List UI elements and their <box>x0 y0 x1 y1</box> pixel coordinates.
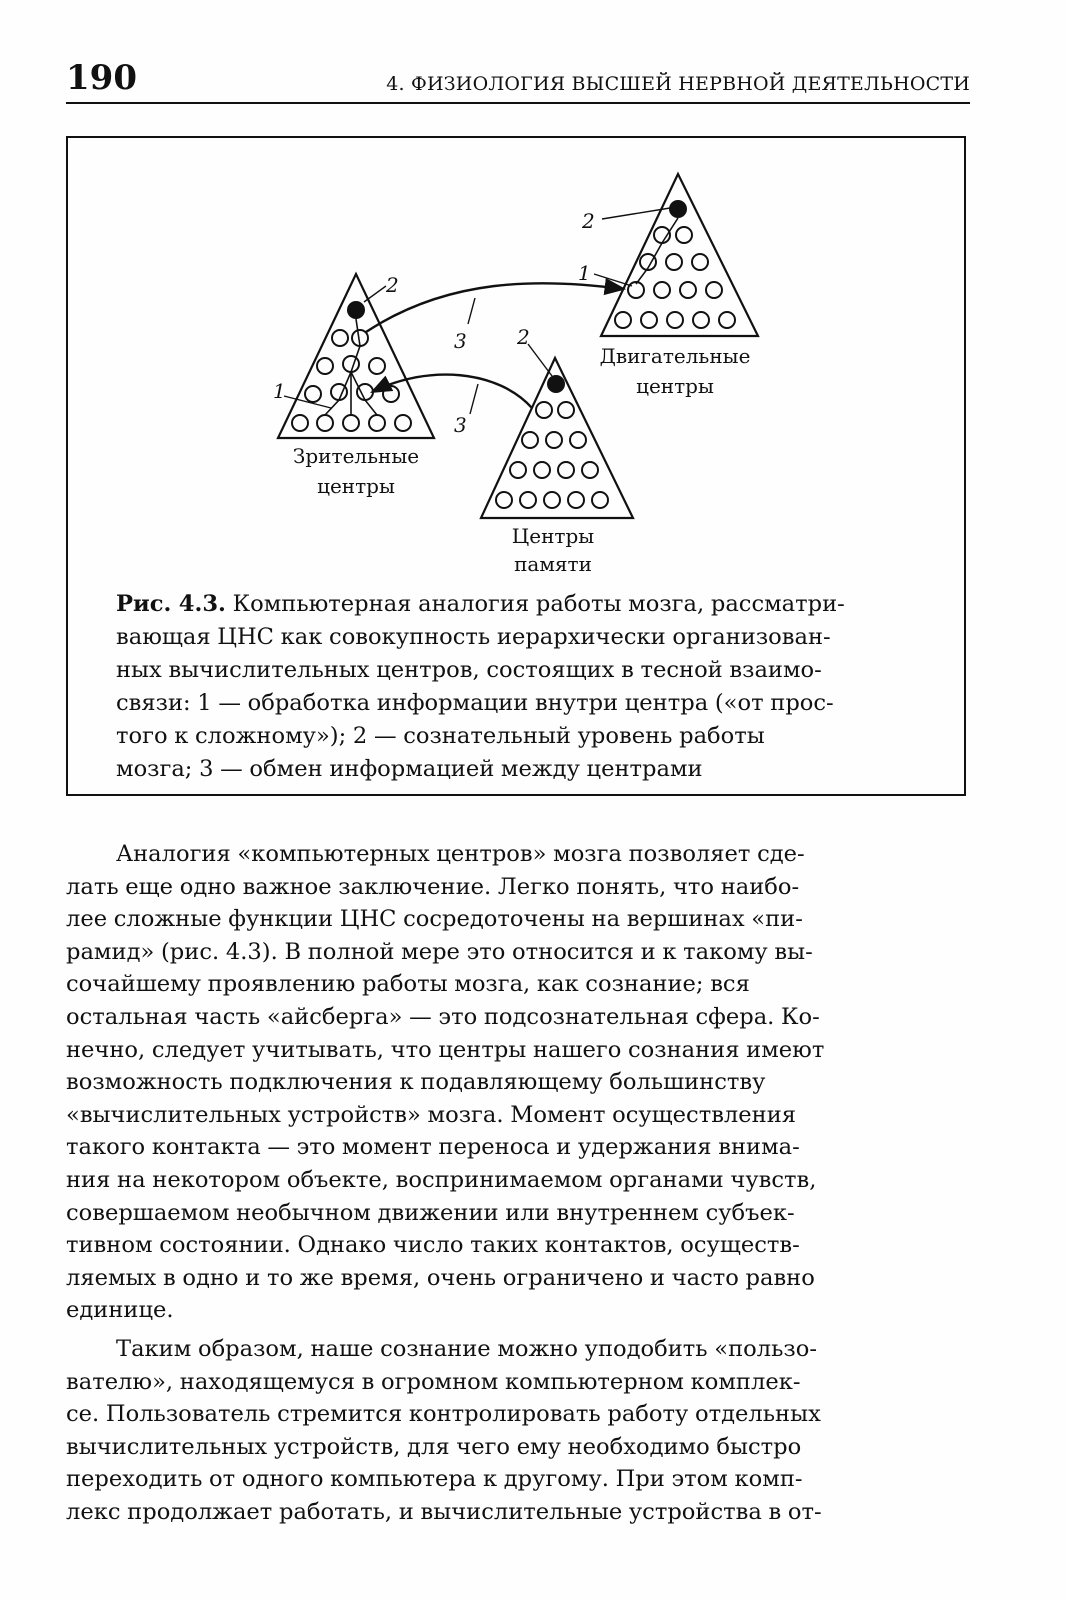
body-line: нечно, следует учитывать, что центры нашего сознания имеют <box>66 1036 825 1063</box>
figure-4-3 <box>66 136 966 796</box>
pyramid-visual-centers <box>278 274 434 438</box>
label-motor-line2: центры <box>636 374 714 398</box>
marker-3-lower: 3 <box>454 413 467 437</box>
pyramid-memory-centers <box>481 344 633 518</box>
body-line: лать еще одно важное заключение. Легко понять, что наибо- <box>66 873 800 900</box>
body-line: совершаемом необычном движении или внутреннем субъек- <box>66 1199 795 1226</box>
marker-1-visual: 1 <box>273 379 286 403</box>
body-line: сочайшему проявлению работы мозга, как сознание; вся <box>66 971 750 998</box>
body-line: остальная часть «айсберга» — это подсознательная сфера. Ко- <box>66 1003 820 1030</box>
label-memory-line2: памяти <box>514 552 592 576</box>
marker-2-motor: 2 <box>582 209 595 233</box>
label-motor-line1: Двигательные <box>599 344 751 368</box>
label-visual-line2: центры <box>317 474 395 498</box>
page-header <box>66 58 970 104</box>
page-number: 190 <box>66 58 137 98</box>
body-line: тивном состоянии. Однако число таких контактов, осуществ- <box>66 1232 800 1259</box>
figure-ref: Рис. 4.3. <box>116 591 226 617</box>
caption-line: вающая ЦНС как совокупность иерархически организован- <box>116 624 831 650</box>
caption-line: связи: 1 — обработка информации внутри центра («от прос- <box>116 690 834 716</box>
body-line: переходить от одного компьютера к другому. При этом комп- <box>66 1466 803 1493</box>
marker-1-motor: 1 <box>578 261 591 285</box>
pyramid-motor-centers <box>594 174 758 336</box>
body-line: единице. <box>66 1297 174 1324</box>
body-line: ния на некотором объекте, воспринимаемом органами чувств, <box>66 1166 817 1193</box>
running-head: 4. ФИЗИОЛОГИЯ ВЫСШЕЙ НЕРВНОЙ ДЕЯТЕЛЬНОСТИ <box>386 73 970 95</box>
label-memory-line1: Центры <box>511 524 595 548</box>
body-line: ляемых в одно и то же время, очень ограничено и часто равно <box>66 1264 815 1291</box>
body-line: Аналогия «компьютерных центров» мозга позволяет сде- <box>116 841 805 867</box>
body-line: лее сложные функции ЦНС сосредоточены на вершинах «пи- <box>66 906 803 933</box>
caption-line: ных вычислительных центров, состоящих в тесной взаимо- <box>116 657 822 683</box>
body-line: вычислительных устройств, для чего ему необходимо быстро <box>66 1433 802 1460</box>
apex-dot <box>347 301 365 319</box>
body-line: вателю», находящемуся в огромном компьютерном комплек- <box>66 1368 801 1395</box>
body-line: лекс продолжает работать, и вычислительные устройства в от- <box>66 1498 822 1525</box>
caption-line: мозга; 3 — обмен информацией между центрами <box>116 756 703 782</box>
arrow-memory-to-visual <box>372 375 532 408</box>
body-text <box>66 838 970 1528</box>
diagram-pyramids <box>68 138 964 578</box>
caption-line: Рис. 4.3. Компьютерная аналогия работы мозга, рассматри- <box>116 591 845 617</box>
marker-3-upper: 3 <box>454 329 467 353</box>
apex-dot <box>547 375 565 393</box>
figure-caption <box>116 588 936 786</box>
body-line: возможность подключения к подавляющему большинству <box>66 1069 766 1096</box>
label-visual-line1: Зрительные <box>292 444 420 468</box>
arrow-visual-to-motor <box>366 283 624 332</box>
body-line: се. Пользователь стремится контролировать работу отдельных <box>66 1401 821 1428</box>
caption-line: того к сложному»); 2 — сознательный уровень работы <box>116 723 765 749</box>
body-line: такого контакта — это момент переноса и удержания внима- <box>66 1134 800 1161</box>
marker-2-memory: 2 <box>517 325 530 349</box>
body-line: Таким образом, наше сознание можно уподобить «пользо- <box>116 1335 817 1362</box>
apex-dot <box>669 200 687 218</box>
pyramids-svg <box>68 138 964 578</box>
body-line: «вычислительных устройств» мозга. Момент осуществления <box>66 1101 797 1128</box>
body-line: рамид» (рис. 4.3). В полной мере это относится и к такому вы- <box>66 938 813 965</box>
marker-2-visual: 2 <box>386 273 399 297</box>
